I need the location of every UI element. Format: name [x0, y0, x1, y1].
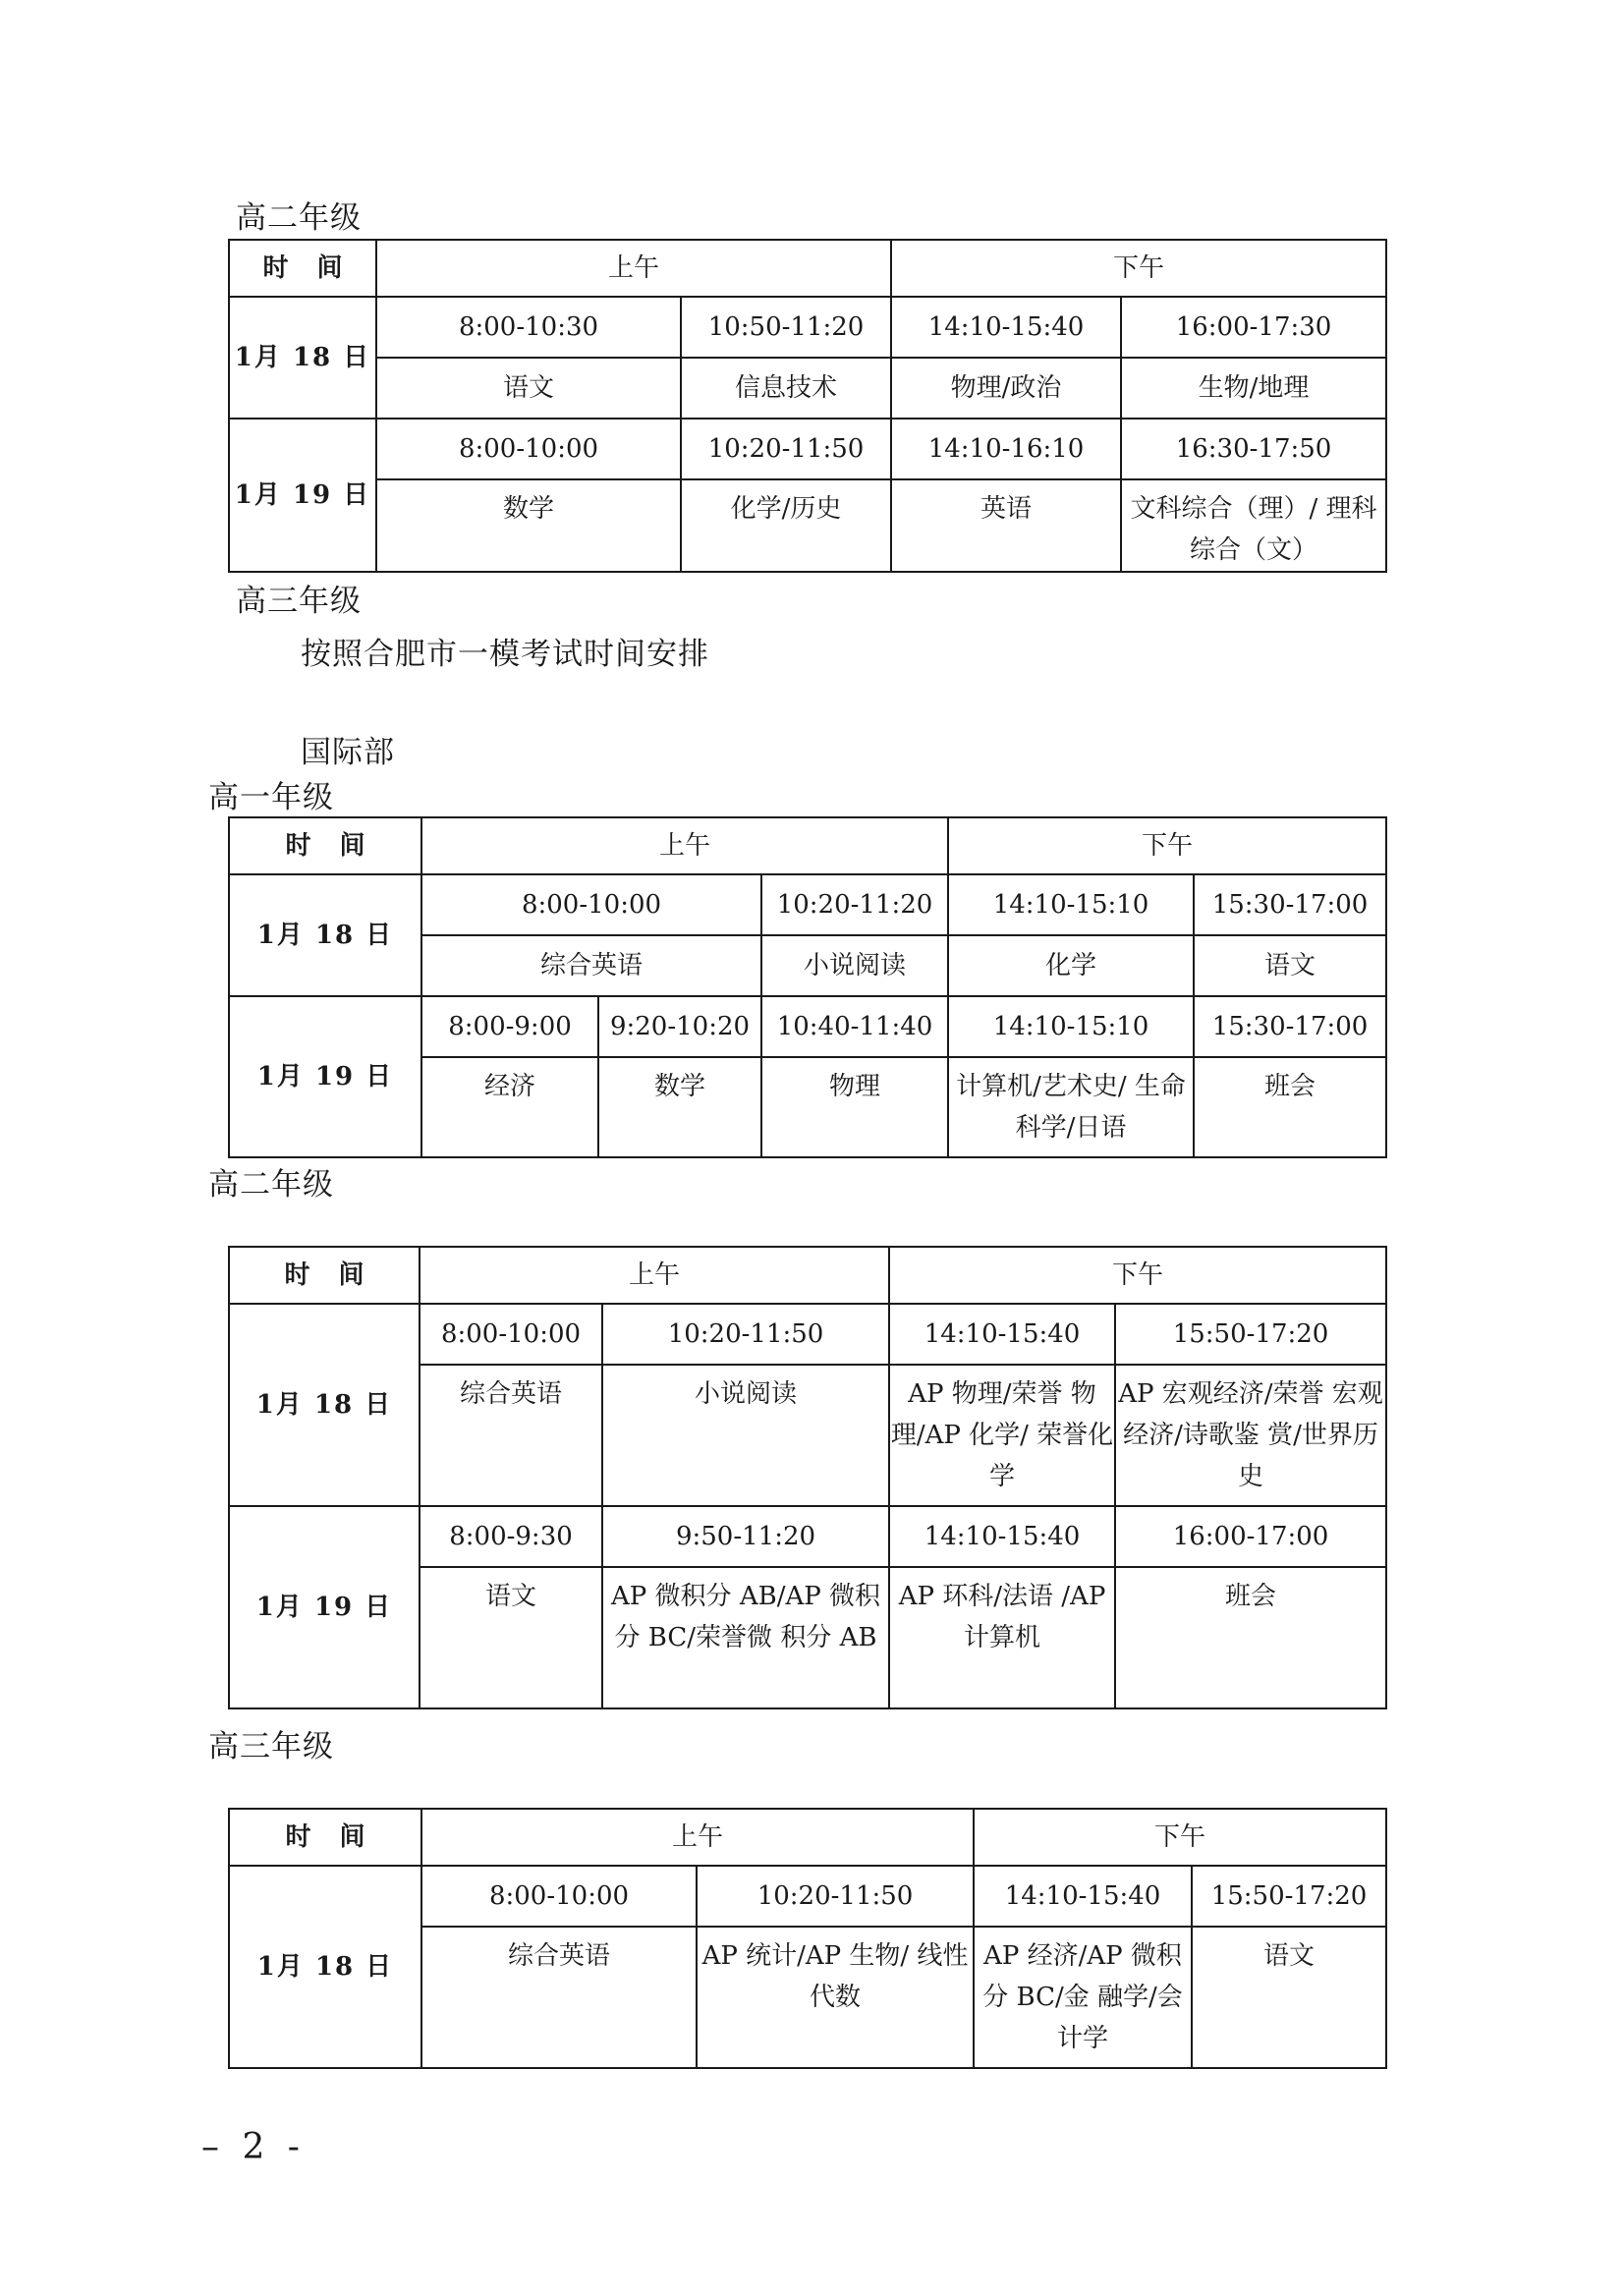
header-pm: 下午 — [889, 1247, 1386, 1304]
header-pm: 下午 — [948, 817, 1386, 874]
subject-cell: 小说阅读 — [761, 935, 948, 996]
time-cell: 15:30-17:00 — [1194, 996, 1386, 1057]
subject-cell: 综合英语 — [421, 935, 761, 996]
subject-cell: 信息技术 — [681, 358, 891, 419]
table-row — [229, 1506, 1386, 1567]
time-cell: 14:10-15:40 — [974, 1866, 1192, 1927]
subject-cell: 综合英语 — [420, 1365, 602, 1506]
subject-cell: AP 环科/法语 /AP 计算机 — [889, 1567, 1115, 1708]
table-header-row — [229, 1247, 1386, 1304]
table-row — [229, 996, 1386, 1057]
header-time: 时 间 — [229, 817, 421, 874]
table-header-row — [229, 817, 1386, 874]
time-cell: 16:00-17:30 — [1121, 297, 1386, 358]
grade-2-schedule-table — [228, 239, 1387, 573]
time-cell: 16:00-17:00 — [1115, 1506, 1386, 1567]
subject-cell: AP 微积分 AB/AP 微积分 BC/荣誉微 积分 AB — [602, 1567, 889, 1708]
subject-cell: 语文 — [1192, 1927, 1386, 2068]
subject-cell: 物理/政治 — [891, 358, 1121, 419]
header-am: 上午 — [420, 1247, 889, 1304]
intl-grade-2-schedule-table — [228, 1246, 1387, 1709]
table-row — [229, 1304, 1386, 1365]
subject-cell: 数学 — [598, 1057, 761, 1157]
table-row — [229, 874, 1386, 935]
table-row — [229, 358, 1386, 419]
time-cell: 10:40-11:40 — [761, 996, 948, 1057]
subject-cell: 文科综合（理）/ 理科综合（文） — [1121, 479, 1386, 572]
time-cell: 15:50-17:20 — [1115, 1304, 1386, 1365]
subject-cell: AP 经济/AP 微积分 BC/金 融学/会计学 — [974, 1927, 1192, 2068]
subject-cell: 班会 — [1194, 1057, 1386, 1157]
date-cell: 1月 18 日 — [229, 297, 376, 419]
subject-cell: 数学 — [376, 479, 681, 572]
time-cell: 10:20-11:20 — [761, 874, 948, 935]
subject-cell: 经济 — [421, 1057, 598, 1157]
subject-cell: 综合英语 — [421, 1927, 697, 2068]
intl-grade-1-title: 高一年级 — [208, 780, 334, 815]
time-cell: 8:00-10:00 — [420, 1304, 602, 1365]
subject-cell: 化学/历史 — [681, 479, 891, 572]
time-cell: 10:50-11:20 — [681, 297, 891, 358]
subject-cell: 生物/地理 — [1121, 358, 1386, 419]
time-cell: 14:10-15:10 — [948, 874, 1194, 935]
intl-grade-2-title: 高二年级 — [208, 1167, 334, 1203]
header-time: 时 间 — [229, 1247, 420, 1304]
header-time: 时 间 — [229, 1809, 421, 1866]
subject-cell: AP 物理/荣誉 物理/AP 化学/ 荣誉化学 — [889, 1365, 1115, 1506]
subject-cell: 班会 — [1115, 1567, 1386, 1708]
time-cell: 14:10-15:40 — [891, 297, 1121, 358]
time-cell: 14:10-16:10 — [891, 419, 1121, 479]
subject-cell: 小说阅读 — [602, 1365, 889, 1506]
time-cell: 14:10-15:40 — [889, 1304, 1115, 1365]
header-am: 上午 — [421, 1809, 974, 1866]
intl-grade-3-schedule-table — [228, 1808, 1387, 2069]
header-am: 上午 — [376, 240, 891, 297]
time-cell: 8:00-9:30 — [420, 1506, 602, 1567]
time-cell: 10:20-11:50 — [602, 1304, 889, 1365]
date-cell: 1月 19 日 — [229, 419, 376, 572]
time-cell: 14:10-15:10 — [948, 996, 1194, 1057]
grade-3-title: 高三年级 — [236, 584, 362, 619]
time-cell: 14:10-15:40 — [889, 1506, 1115, 1567]
table-row — [229, 297, 1386, 358]
subject-cell: 英语 — [891, 479, 1121, 572]
grade-2-title: 高二年级 — [236, 200, 362, 236]
time-cell: 15:50-17:20 — [1192, 1866, 1386, 1927]
time-cell: 9:50-11:20 — [602, 1506, 889, 1567]
header-am: 上午 — [421, 817, 948, 874]
intl-grade-1-schedule-table — [228, 816, 1387, 1158]
table-header-row — [229, 1809, 1386, 1866]
time-cell: 8:00-10:00 — [421, 1866, 697, 1927]
date-cell: 1月 18 日 — [229, 874, 421, 996]
time-cell: 8:00-10:00 — [421, 874, 761, 935]
table-row — [229, 419, 1386, 479]
page-number: – 2 - — [201, 2127, 306, 2167]
time-cell: 8:00-9:00 — [421, 996, 598, 1057]
time-cell: 8:00-10:30 — [376, 297, 681, 358]
subject-cell: AP 宏观经济/荣誉 宏观经济/诗歌鉴 赏/世界历史 — [1115, 1365, 1386, 1506]
date-cell: 1月 18 日 — [229, 1304, 420, 1506]
table-row — [229, 1866, 1386, 1927]
time-cell: 16:30-17:50 — [1121, 419, 1386, 479]
time-cell: 10:20-11:50 — [697, 1866, 974, 1927]
subject-cell: 语文 — [1194, 935, 1386, 996]
subject-cell: 计算机/艺术史/ 生命科学/日语 — [948, 1057, 1194, 1157]
intl-dept-title: 国际部 — [301, 735, 395, 770]
subject-cell: AP 统计/AP 生物/ 线性代数 — [697, 1927, 974, 2068]
header-pm: 下午 — [974, 1809, 1386, 1866]
table-row — [229, 479, 1386, 572]
header-time: 时 间 — [229, 240, 376, 297]
subject-cell: 物理 — [761, 1057, 948, 1157]
header-pm: 下午 — [891, 240, 1386, 297]
table-header-row — [229, 240, 1386, 297]
intl-grade-3-title: 高三年级 — [208, 1729, 334, 1764]
time-cell: 10:20-11:50 — [681, 419, 891, 479]
time-cell: 9:20-10:20 — [598, 996, 761, 1057]
subject-cell: 语文 — [376, 358, 681, 419]
date-cell: 1月 18 日 — [229, 1866, 421, 2068]
time-cell: 8:00-10:00 — [376, 419, 681, 479]
date-cell: 1月 19 日 — [229, 996, 421, 1157]
subject-cell: 语文 — [420, 1567, 602, 1708]
time-cell: 15:30-17:00 — [1194, 874, 1386, 935]
date-cell: 1月 19 日 — [229, 1506, 420, 1708]
subject-cell: 化学 — [948, 935, 1194, 996]
grade-3-note: 按照合肥市一模考试时间安排 — [301, 637, 709, 672]
